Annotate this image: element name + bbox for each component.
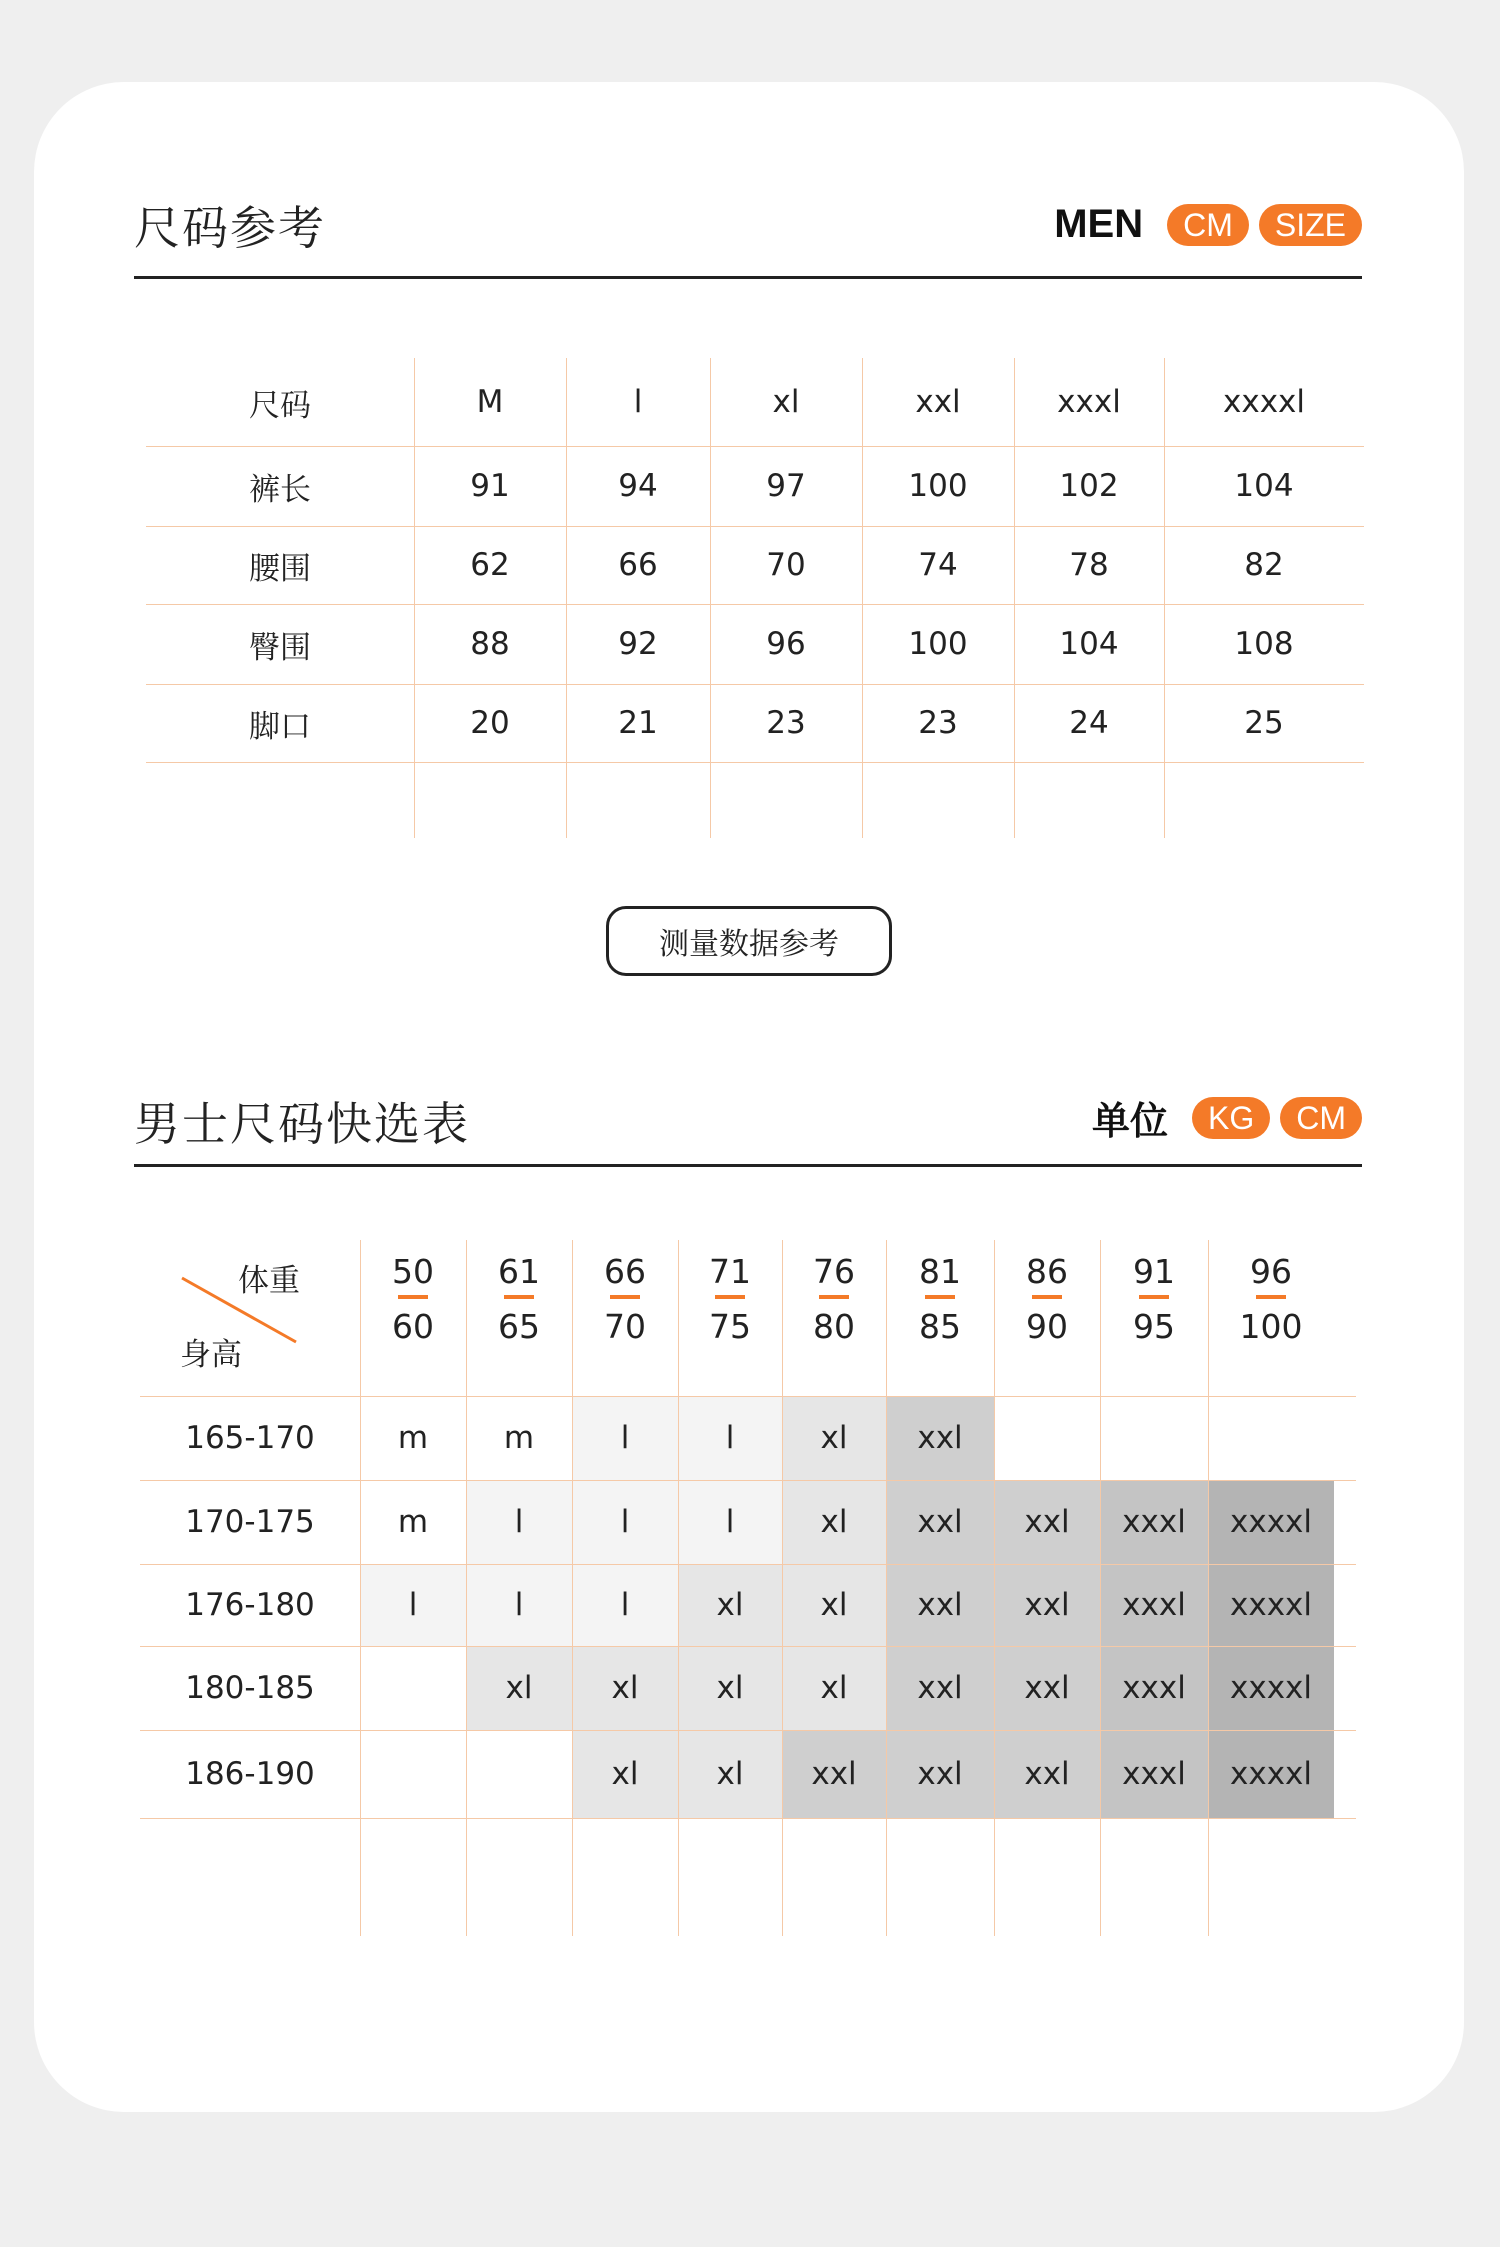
- size-cell: xxxxl: [1230, 1587, 1312, 1623]
- size-header-label: 尺码: [249, 387, 311, 424]
- weight-corner-label: 体重: [238, 1262, 300, 1299]
- grid-hline: [140, 1818, 1356, 1819]
- size-header-l: l: [633, 384, 643, 420]
- table-cell: 66: [618, 547, 658, 583]
- table-cell: 74: [918, 547, 958, 583]
- table-cell: 97: [766, 468, 806, 504]
- weight-range-underline: [610, 1295, 640, 1299]
- size-cell: m: [397, 1420, 429, 1456]
- weight-range-header: [1100, 1252, 1208, 1346]
- table-cell: 92: [618, 626, 658, 662]
- weight-range-header: [1208, 1252, 1334, 1346]
- weight-min: 81: [919, 1252, 961, 1291]
- cm-tag: CM: [1167, 204, 1249, 246]
- weight-range-underline: [1032, 1295, 1062, 1299]
- table-cell: 108: [1234, 626, 1294, 662]
- cm-tag-2: CM: [1280, 1097, 1362, 1139]
- size-cell: xxl: [1024, 1670, 1070, 1706]
- weight-range-underline: [504, 1295, 534, 1299]
- weight-range-header: [360, 1252, 466, 1346]
- size-header-M: M: [476, 384, 504, 420]
- size-cell: xxxxl: [1230, 1670, 1312, 1706]
- table-cell: 24: [1069, 705, 1109, 741]
- size-cell: xxxl: [1122, 1587, 1186, 1623]
- measurement-reference-button[interactable]: 测量数据参考: [606, 906, 892, 976]
- size-cell: l: [620, 1420, 630, 1456]
- table-cell: 62: [470, 547, 510, 583]
- size-cell: xxxl: [1122, 1670, 1186, 1706]
- weight-min: 61: [498, 1252, 540, 1291]
- table-cell: 23: [918, 705, 958, 741]
- table-cell: 104: [1059, 626, 1119, 662]
- height-corner-label: 身高: [180, 1336, 242, 1373]
- weight-range-underline: [925, 1295, 955, 1299]
- height-range-label: 170-175: [185, 1504, 315, 1540]
- unit-label: 单位: [1091, 1099, 1168, 1143]
- weight-min: 76: [813, 1252, 855, 1291]
- table-cell: 96: [766, 626, 806, 662]
- table-cell: 104: [1234, 468, 1294, 504]
- section2-tags: [1092, 1090, 1362, 1145]
- table-cell: 100: [908, 626, 968, 662]
- weight-max: 90: [1026, 1307, 1068, 1346]
- size-cell: l: [620, 1587, 630, 1623]
- row-label: 臀围: [249, 629, 311, 666]
- section2-title: 男士尺码快选表: [134, 1097, 470, 1151]
- weight-min: 66: [604, 1252, 646, 1291]
- size-cell: xxl: [1024, 1504, 1070, 1540]
- size-cell: xxl: [1024, 1587, 1070, 1623]
- section2-divider: [134, 1164, 1362, 1167]
- men-label: MEN: [1054, 202, 1144, 246]
- weight-range-header: [572, 1252, 678, 1346]
- weight-max: 65: [498, 1307, 540, 1346]
- table-cell: 23: [766, 705, 806, 741]
- table-cell: 78: [1069, 547, 1109, 583]
- weight-max: 85: [919, 1307, 961, 1346]
- size-cell: xl: [820, 1504, 848, 1540]
- size-cell: xxl: [917, 1504, 963, 1540]
- table-cell: 82: [1244, 547, 1284, 583]
- weight-min: 50: [392, 1252, 434, 1291]
- weight-min: 96: [1250, 1252, 1292, 1291]
- weight-max: 60: [392, 1307, 434, 1346]
- table-cell: 88: [470, 626, 510, 662]
- size-header-xxl: xxl: [915, 384, 961, 420]
- table-cell: 21: [618, 705, 658, 741]
- weight-max: 75: [709, 1307, 751, 1346]
- weight-max: 70: [604, 1307, 646, 1346]
- weight-max: 95: [1133, 1307, 1175, 1346]
- size-cell: xxl: [917, 1670, 963, 1706]
- weight-max: 80: [813, 1307, 855, 1346]
- weight-min: 86: [1026, 1252, 1068, 1291]
- size-cell: xxxl: [1122, 1756, 1186, 1792]
- table-cell: 25: [1244, 705, 1284, 741]
- weight-range-underline: [715, 1295, 745, 1299]
- size-cell: xl: [820, 1670, 848, 1706]
- size-cell: l: [408, 1587, 418, 1623]
- section1-tags: [1054, 202, 1362, 247]
- size-cell: l: [620, 1504, 630, 1540]
- size-cell: l: [514, 1587, 524, 1623]
- height-range-label: 186-190: [185, 1756, 315, 1792]
- table-cell: 70: [766, 547, 806, 583]
- row-label: 腰围: [249, 550, 311, 587]
- weight-range-underline: [398, 1295, 428, 1299]
- size-cell: xl: [716, 1756, 744, 1792]
- row-label: 脚口: [249, 708, 311, 745]
- size-cell: xl: [716, 1587, 744, 1623]
- size-cell: m: [503, 1420, 535, 1456]
- table-cell: 20: [470, 705, 510, 741]
- size-cell: xxxxl: [1230, 1756, 1312, 1792]
- weight-min: 71: [709, 1252, 751, 1291]
- size-cell: xxl: [1024, 1756, 1070, 1792]
- height-range-label: 180-185: [185, 1670, 315, 1706]
- grid-hline: [146, 762, 1364, 763]
- table-cell: 102: [1059, 468, 1119, 504]
- row-label: 裤长: [249, 471, 311, 508]
- weight-range-underline: [1256, 1295, 1286, 1299]
- size-cell: xxl: [811, 1756, 857, 1792]
- corner-diagonal-line: [180, 1276, 300, 1346]
- weight-range-header: [678, 1252, 782, 1346]
- size-header-xl: xl: [772, 384, 800, 420]
- weight-max: 100: [1239, 1307, 1303, 1346]
- weight-range-underline: [819, 1295, 849, 1299]
- weight-range-header: [466, 1252, 572, 1346]
- table-cell: 91: [470, 468, 510, 504]
- size-cell: xxxxl: [1230, 1504, 1312, 1540]
- table-cell: 100: [908, 468, 968, 504]
- section1-divider: [134, 276, 1362, 279]
- weight-min: 91: [1133, 1252, 1175, 1291]
- weight-range-header: [886, 1252, 994, 1346]
- height-range-label: 176-180: [185, 1587, 315, 1623]
- size-cell: xxl: [917, 1587, 963, 1623]
- height-range-label: 165-170: [185, 1420, 315, 1456]
- size-cell: m: [397, 1504, 429, 1540]
- size-header-xxxxl: xxxxl: [1223, 384, 1305, 420]
- size-cell: xl: [820, 1587, 848, 1623]
- section1-title: 尺码参考: [134, 201, 326, 255]
- size-cell: l: [514, 1504, 524, 1540]
- size-cell: xl: [505, 1670, 533, 1706]
- kg-tag: KG: [1192, 1097, 1270, 1139]
- weight-range-header: [782, 1252, 886, 1346]
- table-cell: 94: [618, 468, 658, 504]
- size-cell: xl: [716, 1670, 744, 1706]
- size-cell: xxxl: [1122, 1504, 1186, 1540]
- size-cell: xxl: [917, 1420, 963, 1456]
- size-cell: xxl: [917, 1756, 963, 1792]
- size-tag: SIZE: [1259, 204, 1362, 246]
- size-cell: l: [725, 1504, 735, 1540]
- weight-range-underline: [1139, 1295, 1169, 1299]
- size-cell: xl: [611, 1670, 639, 1706]
- size-cell: xl: [611, 1756, 639, 1792]
- size-cell: l: [725, 1420, 735, 1456]
- weight-range-header: [994, 1252, 1100, 1346]
- size-header-xxxl: xxxl: [1057, 384, 1121, 420]
- size-cell: xl: [820, 1420, 848, 1456]
